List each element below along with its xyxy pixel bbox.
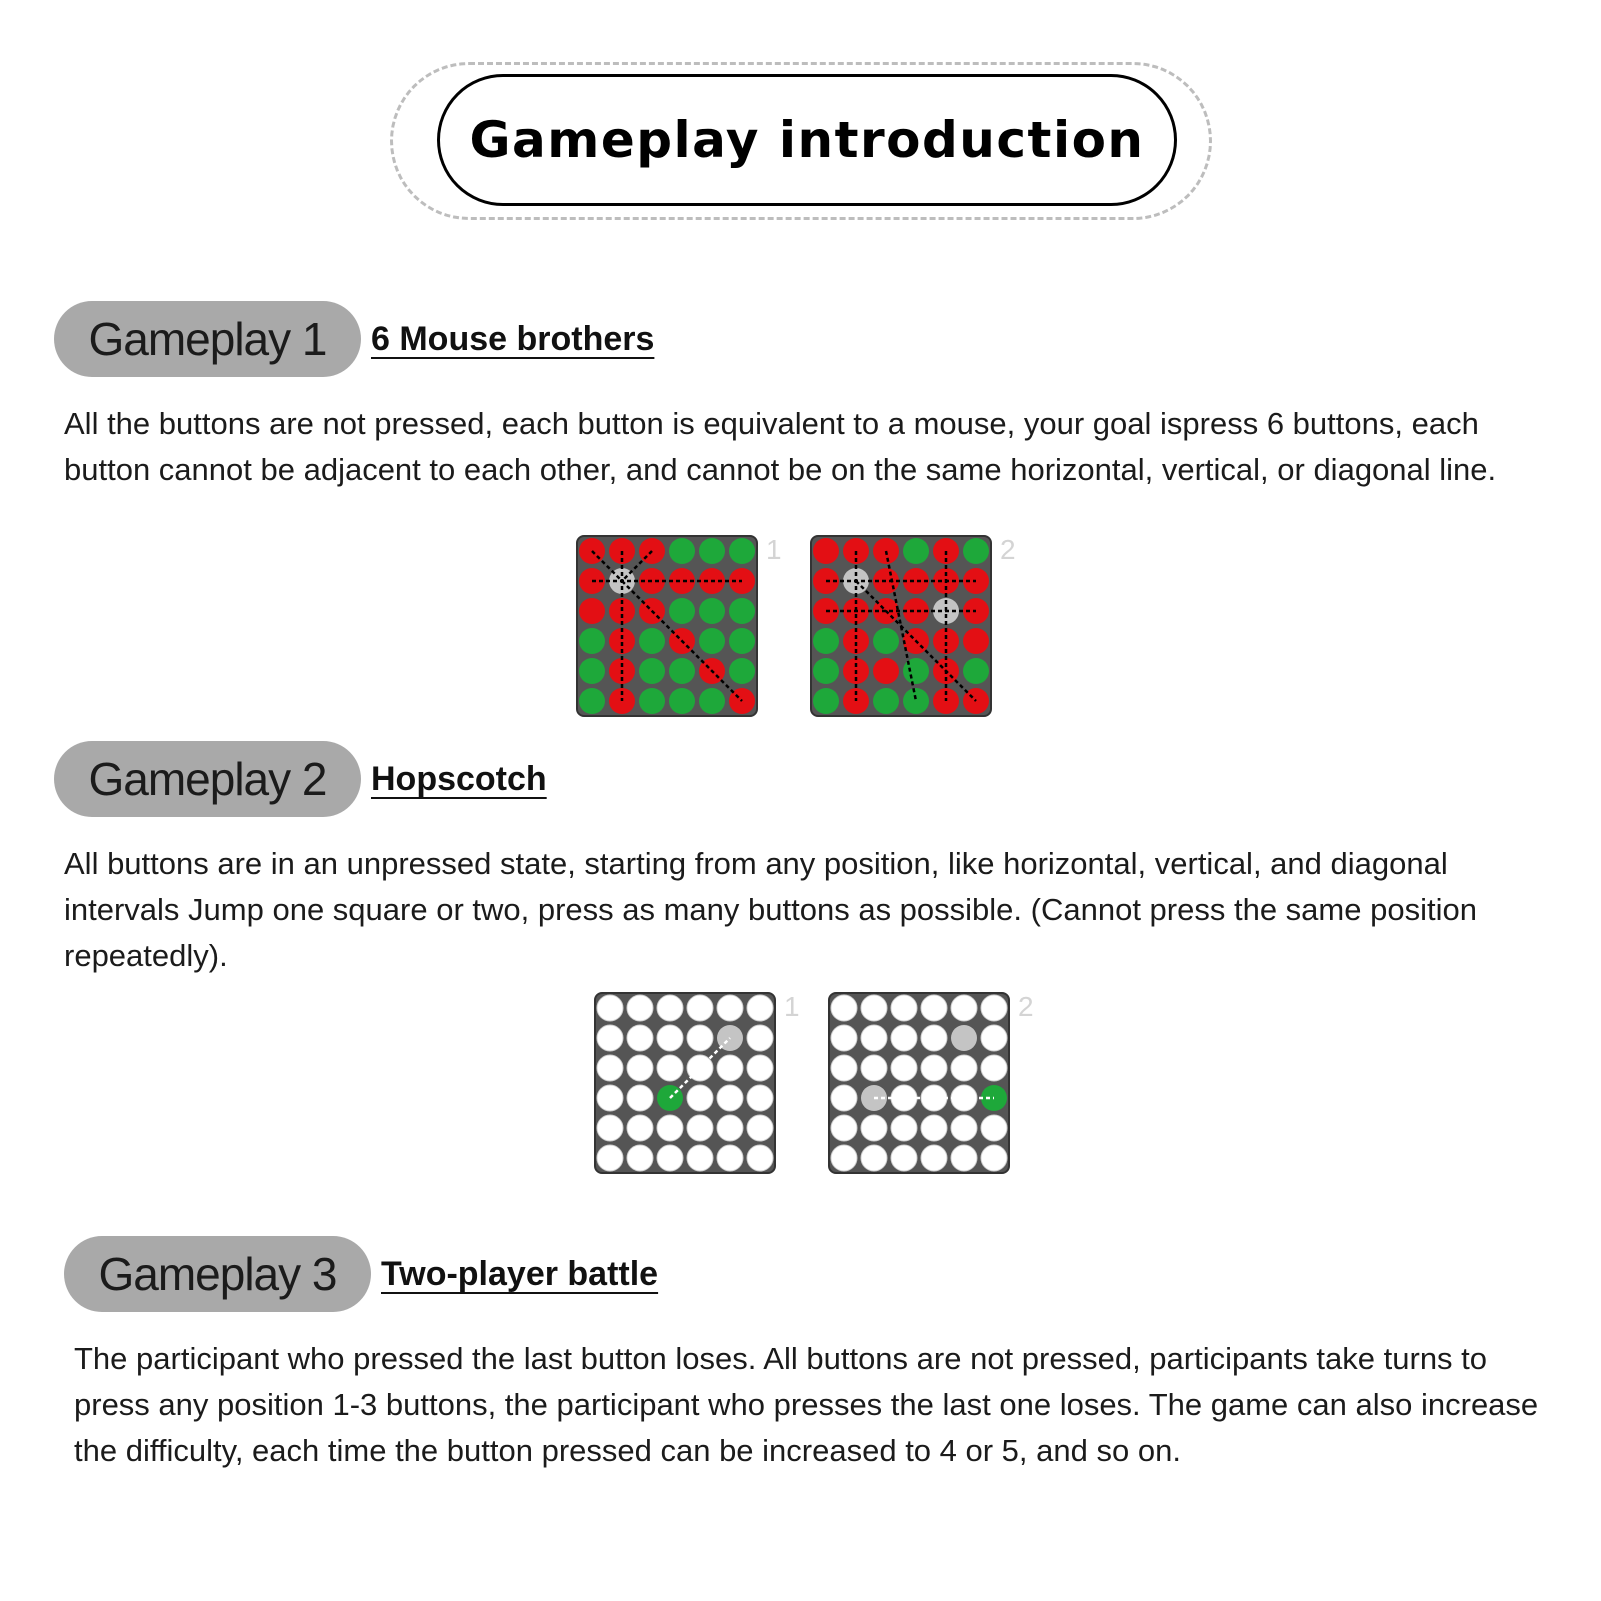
figure-number: 1 — [766, 535, 782, 565]
board-button — [831, 995, 857, 1021]
gameplay-1-subtitle: 6 Mouse brothers — [371, 320, 655, 358]
board-button — [921, 1145, 947, 1171]
board-button — [861, 1025, 887, 1051]
board-button — [831, 1115, 857, 1141]
title-badge — [437, 74, 1177, 206]
gameplay-2-board-1 — [594, 992, 804, 1182]
board-button — [717, 1115, 743, 1141]
board-button — [951, 1025, 977, 1051]
board-button — [951, 995, 977, 1021]
figure-number: 2 — [1000, 535, 1016, 565]
board-button — [687, 1145, 713, 1171]
gameplay-2-description: All buttons are in an unpressed state, starting from any position, like horizontal, vertical, and diagonal intervals Jump one square or two, press as many buttons as possible. (Cannot press the same position repeatedly). — [64, 846, 1477, 973]
gameplay-3-description: The participant who pressed the last button loses. All buttons are not pressed, participants take turns to press any position 1-3 buttons, the participant who presses the last one loses. The game can also increase the difficulty, each time the button pressed can be increased to 4 or 5, and so on. — [74, 1341, 1539, 1468]
board-button — [747, 1025, 773, 1051]
board-button — [699, 538, 725, 564]
board-button — [921, 1025, 947, 1051]
board-button — [981, 1115, 1007, 1141]
gameplay-1-description: All the buttons are not pressed, each button is equivalent to a mouse, your goal ispress 6 buttons, each button cannot be adjacent to each other, and cannot be on the same horizontal, vertical, or diagonal line. — [64, 406, 1497, 487]
board-button — [747, 1115, 773, 1141]
board-button — [873, 688, 899, 714]
board-button — [981, 1145, 1007, 1171]
board-button — [597, 1055, 623, 1081]
board-button — [981, 1025, 1007, 1051]
board-button — [687, 1025, 713, 1051]
board-button — [873, 658, 899, 684]
board-button — [903, 538, 929, 564]
board-button — [831, 1085, 857, 1111]
board-button — [831, 1025, 857, 1051]
gameplay-1-board-2 — [810, 535, 1020, 725]
board-button — [597, 1085, 623, 1111]
board-button — [747, 995, 773, 1021]
board-button — [597, 995, 623, 1021]
board-button — [699, 688, 725, 714]
board-button — [963, 538, 989, 564]
board-button — [639, 628, 665, 654]
board-button — [873, 628, 899, 654]
board-button — [921, 1055, 947, 1081]
board-button — [729, 598, 755, 624]
board-button — [657, 995, 683, 1021]
board-button — [729, 538, 755, 564]
board-button — [921, 995, 947, 1021]
board-button — [891, 1025, 917, 1051]
board-button — [891, 1115, 917, 1141]
board-button — [717, 1085, 743, 1111]
board-button — [627, 1145, 653, 1171]
gameplay-3-pill — [64, 1236, 371, 1312]
board-button — [861, 1115, 887, 1141]
board-button — [747, 1145, 773, 1171]
board-button — [717, 1145, 743, 1171]
board-button — [579, 658, 605, 684]
board-button — [669, 598, 695, 624]
board-button — [951, 1115, 977, 1141]
board-button — [891, 995, 917, 1021]
board-button — [981, 1055, 1007, 1081]
gameplay-2-board-2 — [828, 992, 1038, 1182]
board-button — [891, 1055, 917, 1081]
board-grid-g1-1 — [576, 535, 786, 725]
board-button — [687, 1085, 713, 1111]
board-button — [813, 538, 839, 564]
board-button — [657, 1025, 683, 1051]
board-button — [891, 1145, 917, 1171]
board-button — [921, 1115, 947, 1141]
board-button — [597, 1025, 623, 1051]
board-button — [903, 658, 929, 684]
board-button — [627, 1085, 653, 1111]
figure-number: 2 — [1018, 992, 1034, 1022]
board-button — [627, 1055, 653, 1081]
gameplay-2-pill — [54, 741, 361, 817]
board-button — [669, 538, 695, 564]
board-button — [699, 628, 725, 654]
board-grid-g1-2 — [810, 535, 1020, 725]
board-button — [657, 1115, 683, 1141]
board-grid-g2-1 — [594, 992, 804, 1182]
board-button — [831, 1055, 857, 1081]
board-button — [951, 1145, 977, 1171]
gameplay-3-label: Gameplay 3 — [98, 1248, 337, 1300]
board-button — [687, 1115, 713, 1141]
board-button — [951, 1055, 977, 1081]
board-button — [963, 658, 989, 684]
board-button — [813, 658, 839, 684]
board-button — [861, 1145, 887, 1171]
board-button — [717, 995, 743, 1021]
board-button — [747, 1085, 773, 1111]
board-button — [597, 1145, 623, 1171]
board-button — [669, 688, 695, 714]
board-button — [981, 995, 1007, 1021]
figure-number: 1 — [784, 992, 800, 1022]
board-grid-g2-2 — [828, 992, 1038, 1182]
board-button — [579, 598, 605, 624]
board-button — [579, 628, 605, 654]
board-button — [627, 995, 653, 1021]
board-button — [669, 658, 695, 684]
board-button — [861, 995, 887, 1021]
board-button — [639, 658, 665, 684]
board-button — [627, 1115, 653, 1141]
board-button — [813, 628, 839, 654]
board-button — [597, 1115, 623, 1141]
gameplay-2-subtitle: Hopscotch — [371, 760, 547, 798]
board-button — [813, 688, 839, 714]
board-button — [579, 688, 605, 714]
board-button — [963, 628, 989, 654]
board-button — [861, 1055, 887, 1081]
board-button — [747, 1055, 773, 1081]
gameplay-2-label: Gameplay 2 — [88, 753, 327, 805]
board-button — [687, 995, 713, 1021]
board-button — [657, 1145, 683, 1171]
board-button — [729, 628, 755, 654]
board-button — [717, 1055, 743, 1081]
board-button — [639, 688, 665, 714]
gameplay-1-label: Gameplay 1 — [88, 313, 327, 365]
gameplay-1-pill — [54, 301, 361, 377]
board-button — [831, 1145, 857, 1171]
board-frame — [829, 993, 1009, 1173]
board-button — [627, 1025, 653, 1051]
board-button — [657, 1055, 683, 1081]
board-button — [729, 658, 755, 684]
page-title: Gameplay introduction — [469, 111, 1145, 169]
gameplay-3-subtitle: Two-player battle — [381, 1255, 659, 1293]
gameplay-1-board-1 — [576, 535, 786, 725]
board-button — [699, 598, 725, 624]
